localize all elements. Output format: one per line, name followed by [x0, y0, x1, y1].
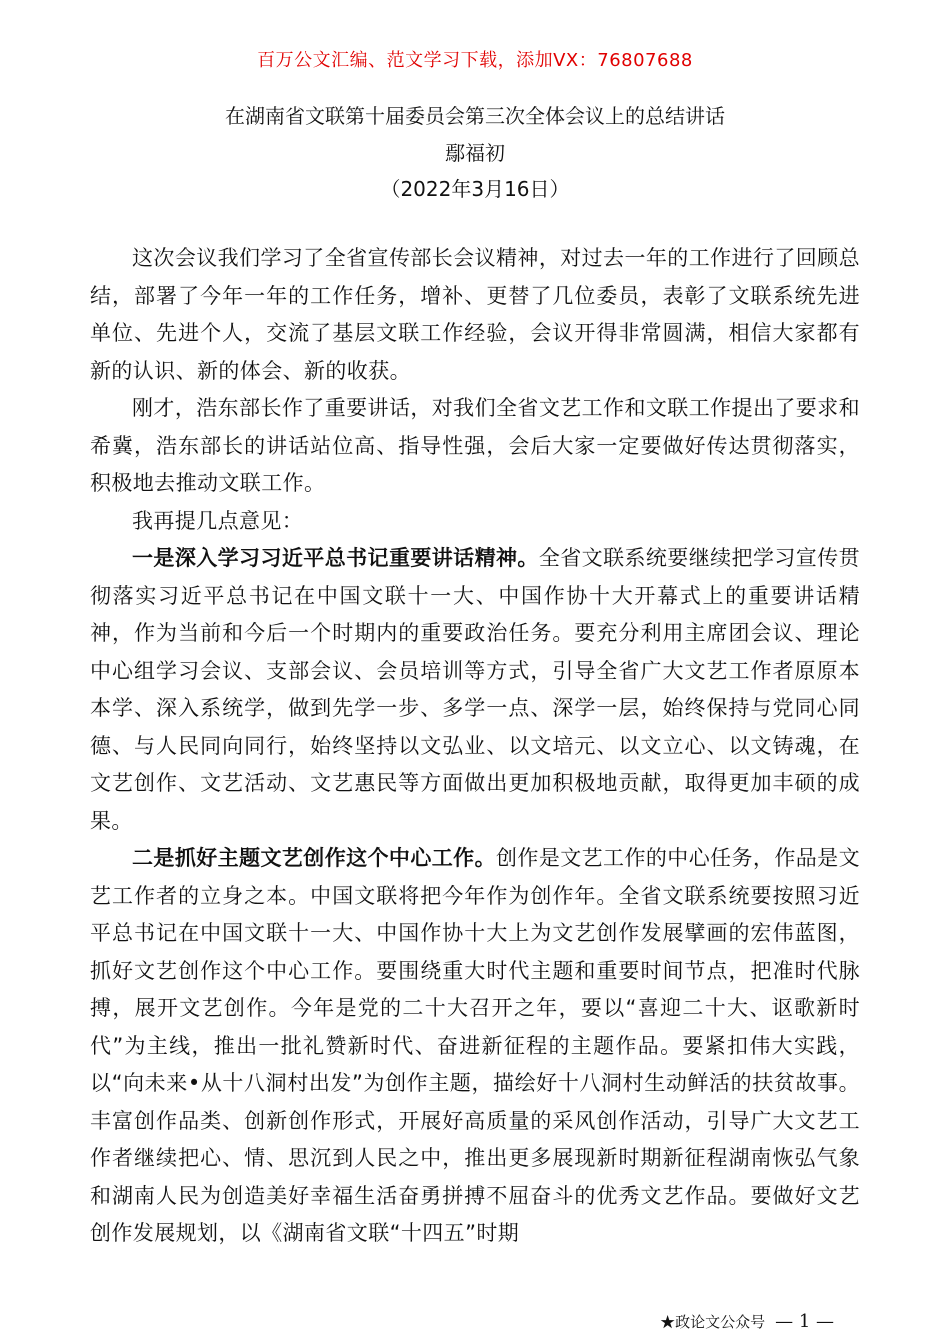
document-body: [90, 240, 860, 1253]
paragraph-5-text: 创作是文艺工作的中心任务，作品是文艺工作者的立身之本。中国文联将把今年作为创作年。全省文联系统要按照习近平总书记在中国文联十一大、中国作协十大上为文艺创作发展擘画的宏伟蓝图，抓好文艺创作这个中心工作。要围绕重大时代主题和重要时间节点，把准时代脉搏，展开文艺创作。今年是党的二十大召开之年，要以“喜迎二十大、讴歌新时代”为主线，推出一批礼赞新时代、奋进新征程的主题作品。要紧扣伟大实践，以“向未来•从十八洞村出发”为创作主题，描绘好十八洞村生动鲜活的扶贫故事。丰富创作品类、创新创作形式，开展好高质量的采风创作活动，引导广大文艺工作者继续把心、情、思沉到人民之中，推出更多展现新时期新征程湖南恢弘气象和湖南人民为创造美好幸福生活奋勇拼搏不屈奋斗的优秀文艺作品。要做好文艺创作发展规划，以《湖南省文联“十四五”时期: [90, 846, 860, 1245]
paragraph-5-heading: 二是抓好主题文艺创作这个中心工作。: [132, 846, 496, 870]
footer-source: ★政论文公众号: [660, 1313, 766, 1331]
document-title: 在湖南省文联第十届委员会第三次全体会议上的总结讲话: [225, 104, 725, 128]
paragraph-4-text: 全省文联系统要继续把学习宣传贯彻落实习近平总书记在中国文联十一大、中国作协十大开幕式上的重要讲话精神，作为当前和今后一个时期内的重要政治任务。要充分利用主席团会议、理论中心组学习会议、支部会议、会员培训等方式，引导全省广大文艺工作者原原本本学、深入系统学，做到先学一步、多学一点、深学一层，始终保持与党同心同德、与人民同向同行，始终坚持以文弘业、以文培元、以文立心、以文铸魂，在文艺创作、文艺活动、文艺惠民等方面做出更加积极地贡献，取得更加丰硕的成果。: [90, 546, 860, 833]
paragraph-4: [90, 540, 860, 840]
page-footer: [660, 1311, 834, 1332]
document-author: 鄢福初: [445, 141, 505, 165]
paragraph-3: 我再提几点意见：: [132, 508, 304, 533]
paragraph-5: [90, 840, 860, 1253]
page-number: — 1 —: [775, 1311, 834, 1332]
paragraph-4-heading: 一是深入学习习近平总书记重要讲话精神。: [132, 546, 539, 570]
watermark-banner: 百万公文汇编、范文学习下载，添加VX：76807688: [257, 50, 693, 71]
document-date: （2022年3月16日）: [380, 177, 570, 201]
paragraph-2: 刚才，浩东部长作了重要讲话，对我们全省文艺工作和文联工作提出了要求和希冀，浩东部长的讲话站位高、指导性强，会后大家一定要做好传达贯彻落实，积极地去推动文联工作。: [90, 396, 860, 495]
paragraph-1: 这次会议我们学习了全省宣传部长会议精神，对过去一年的工作进行了回顾总结，部署了今年一年的工作任务，增补、更替了几位委员，表彰了文联系统先进单位、先进个人，交流了基层文联工作经验，会议开得非常圆满，相信大家都有新的认识、新的体会、新的收获。: [90, 246, 860, 383]
